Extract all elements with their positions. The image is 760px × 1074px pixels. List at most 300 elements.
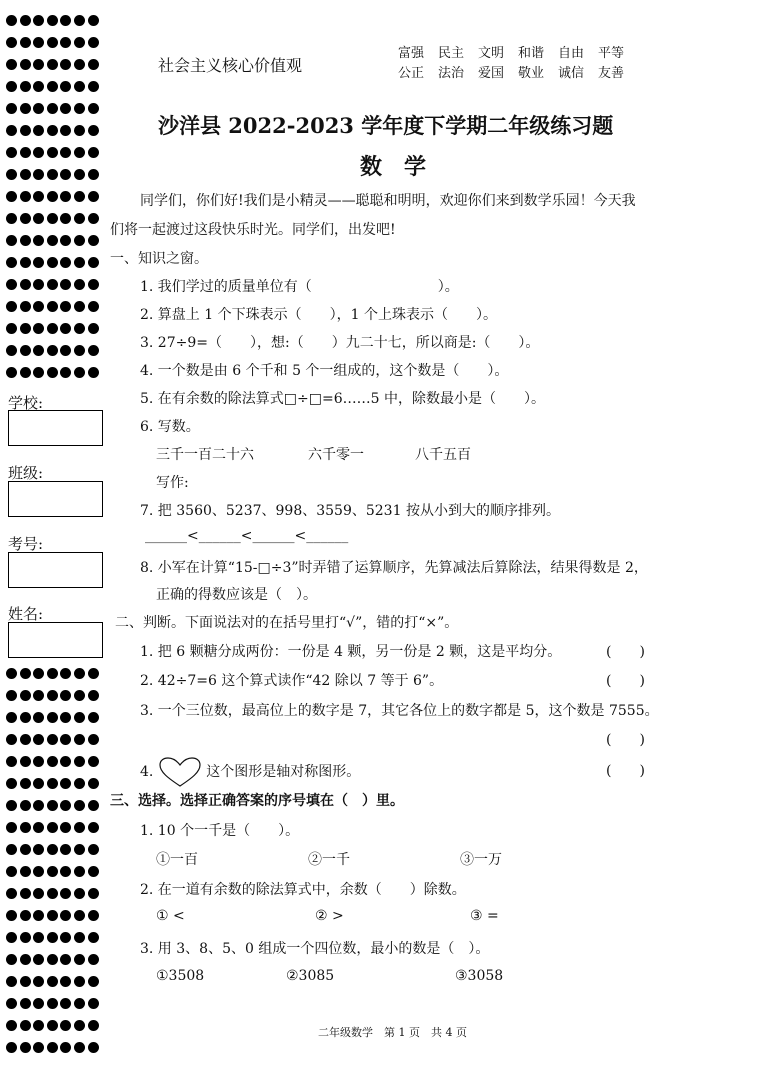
- dot: [74, 15, 85, 26]
- dot: [33, 257, 44, 268]
- s3-q3-option-2: ②3085: [286, 968, 335, 984]
- dot-row: [6, 147, 106, 169]
- dot: [20, 323, 31, 334]
- dot: [88, 690, 99, 701]
- dot: [88, 169, 99, 180]
- dot-row: [6, 323, 106, 345]
- dot: [20, 125, 31, 136]
- dot: [47, 800, 58, 811]
- dot: [88, 998, 99, 1009]
- dot-row: [6, 213, 106, 235]
- dot: [33, 323, 44, 334]
- dot: [47, 367, 58, 378]
- value-item: 爱国: [478, 66, 505, 81]
- dot: [6, 690, 17, 701]
- dot: [20, 59, 31, 70]
- dot: [20, 191, 31, 202]
- dot: [20, 345, 31, 356]
- binding-dots-top: [6, 15, 106, 389]
- s3-q2-option-1: ① <: [156, 908, 185, 924]
- dot: [60, 169, 71, 180]
- dot: [88, 125, 99, 136]
- dot: [74, 822, 85, 833]
- dot: [74, 367, 85, 378]
- dot: [6, 822, 17, 833]
- dot: [74, 690, 85, 701]
- dot: [33, 191, 44, 202]
- dot: [6, 998, 17, 1009]
- dot: [20, 279, 31, 290]
- dot: [33, 279, 44, 290]
- dot: [6, 125, 17, 136]
- s2-question-4: [140, 756, 360, 788]
- dot: [74, 323, 85, 334]
- dot: [88, 81, 99, 92]
- dot-row: [6, 59, 106, 81]
- dot-row: [6, 169, 106, 191]
- dot: [60, 998, 71, 1009]
- dot-row: [6, 1042, 106, 1064]
- dot: [20, 367, 31, 378]
- dot: [47, 103, 58, 114]
- dot: [60, 191, 71, 202]
- dot: [47, 866, 58, 877]
- dot: [47, 1020, 58, 1031]
- dot: [33, 778, 44, 789]
- dot: [74, 844, 85, 855]
- dot: [60, 323, 71, 334]
- dot: [60, 235, 71, 246]
- dot: [74, 866, 85, 877]
- dot: [47, 147, 58, 158]
- s3-question-3: 3. 用 3、8、5、0 组成一个四位数，最小的数是（ ）。: [140, 941, 490, 957]
- dot-row: [6, 844, 106, 866]
- dot: [20, 998, 31, 1009]
- dot: [33, 37, 44, 48]
- dot: [6, 323, 17, 334]
- intro-line-2: 们将一起渡过这段快乐时光。同学们，出发吧!: [110, 222, 396, 238]
- dot: [20, 81, 31, 92]
- dot: [6, 668, 17, 679]
- dot: [88, 888, 99, 899]
- name-field[interactable]: [8, 622, 103, 658]
- s2-answer-paren-2[interactable]: ( ): [606, 673, 645, 689]
- dot: [6, 81, 17, 92]
- dot: [33, 998, 44, 1009]
- dot: [74, 125, 85, 136]
- dot: [6, 345, 17, 356]
- dot: [74, 147, 85, 158]
- binding-dots-bottom: [6, 668, 106, 1064]
- dot: [88, 822, 99, 833]
- dot: [6, 800, 17, 811]
- dot: [88, 367, 99, 378]
- dot-row: [6, 976, 106, 998]
- dot: [47, 756, 58, 767]
- dot: [47, 668, 58, 679]
- dot: [74, 235, 85, 246]
- dot: [60, 800, 71, 811]
- dot: [6, 888, 17, 899]
- dot: [20, 103, 31, 114]
- dot: [33, 888, 44, 899]
- dot: [6, 37, 17, 48]
- dot: [74, 800, 85, 811]
- dot-row: [6, 125, 106, 147]
- school-label: 学校:: [8, 394, 44, 412]
- dot: [60, 866, 71, 877]
- dot-row: [6, 103, 106, 125]
- dot: [33, 125, 44, 136]
- dot: [20, 37, 31, 48]
- dot: [60, 932, 71, 943]
- dot: [88, 235, 99, 246]
- dot: [60, 257, 71, 268]
- dot: [47, 910, 58, 921]
- dot-row: [6, 257, 106, 279]
- dot: [20, 822, 31, 833]
- dot: [60, 822, 71, 833]
- dot: [47, 59, 58, 70]
- dot: [33, 1020, 44, 1031]
- s1-question-4: 4. 一个数是由 6 个千和 5 个一组成的，这个数是（ ）。: [140, 363, 509, 379]
- core-values-row2: [398, 62, 638, 81]
- dot: [20, 910, 31, 921]
- s1-question-7: 7. 把 3560、5237、998、3559、5231 按从小到大的顺序排列。: [140, 503, 560, 519]
- dot: [88, 668, 99, 679]
- dot-row: [6, 756, 106, 778]
- dot: [88, 844, 99, 855]
- dot-row: [6, 279, 106, 301]
- dot: [88, 866, 99, 877]
- dot: [20, 844, 31, 855]
- dot-row: [6, 367, 106, 389]
- dot: [20, 712, 31, 723]
- value-item: 自由: [558, 46, 585, 61]
- dot: [20, 888, 31, 899]
- dot: [47, 257, 58, 268]
- dot: [88, 103, 99, 114]
- dot: [88, 59, 99, 70]
- dot: [74, 932, 85, 943]
- core-values-row1: [398, 42, 638, 61]
- dot: [47, 1042, 58, 1053]
- dot: [47, 169, 58, 180]
- dot: [88, 734, 99, 745]
- value-item: 和谐: [518, 46, 545, 61]
- dot: [88, 976, 99, 987]
- dot: [88, 712, 99, 723]
- value-item: 敬业: [518, 66, 545, 81]
- dot: [47, 323, 58, 334]
- dot: [88, 213, 99, 224]
- s3-q2-option-2: ② >: [315, 908, 344, 924]
- dot: [47, 301, 58, 312]
- dot: [33, 690, 44, 701]
- s1-q6-item-1: 三千一百二十六: [156, 447, 254, 463]
- dot: [74, 279, 85, 290]
- dot: [33, 910, 44, 921]
- s3-q1-option-1: ①一百: [156, 852, 198, 868]
- dot: [74, 59, 85, 70]
- dot: [33, 976, 44, 987]
- dot: [33, 712, 44, 723]
- dot: [88, 954, 99, 965]
- s2-question-2: 2. 42÷7=6 这个算式读作“42 除以 7 等于 6”。: [140, 673, 444, 689]
- dot: [47, 954, 58, 965]
- dot-row: [6, 888, 106, 910]
- dot: [60, 690, 71, 701]
- s1-question-3: 3. 27÷9=（ ），想:（ ）九二十七，所以商是:（ ）。: [140, 335, 540, 351]
- subject-title: 数 学: [360, 154, 427, 180]
- s2-answer-paren-3[interactable]: ( ): [606, 732, 645, 748]
- dot: [60, 668, 71, 679]
- dot: [6, 976, 17, 987]
- s2-question-1: 1. 把 6 颗糖分成两份：一份是 4 颗，另一份是 2 颗，这是平均分。: [140, 644, 562, 660]
- dot: [74, 213, 85, 224]
- dot: [60, 734, 71, 745]
- dot: [33, 345, 44, 356]
- dot: [33, 844, 44, 855]
- dot: [47, 125, 58, 136]
- value-item: 文明: [478, 46, 505, 61]
- dot: [60, 1042, 71, 1053]
- dot: [6, 169, 17, 180]
- dot-row: [6, 932, 106, 954]
- s3-q1-option-2: ②一千: [308, 852, 350, 868]
- dot: [74, 301, 85, 312]
- dot: [74, 169, 85, 180]
- dot: [33, 81, 44, 92]
- dot: [33, 103, 44, 114]
- dot: [20, 213, 31, 224]
- s3-q1-option-3: ③一万: [460, 852, 502, 868]
- dot: [33, 866, 44, 877]
- class-label: 班级:: [8, 464, 44, 482]
- dot: [74, 954, 85, 965]
- school-field[interactable]: [8, 410, 103, 446]
- s2-q4-number: 4.: [140, 764, 154, 780]
- dot: [60, 81, 71, 92]
- dot: [60, 15, 71, 26]
- s1-q7-blanks: ______<______<______<______: [145, 528, 349, 544]
- dot: [6, 147, 17, 158]
- dot: [60, 147, 71, 158]
- s3-question-1: 1. 10 个一千是（ ）。: [140, 823, 300, 839]
- dot: [74, 1020, 85, 1031]
- dot: [33, 367, 44, 378]
- s3-question-2: 2. 在一道有余数的除法算式中，余数（ ）除数。: [140, 882, 466, 898]
- dot-row: [6, 822, 106, 844]
- dot: [47, 279, 58, 290]
- dot-row: [6, 712, 106, 734]
- dot: [74, 998, 85, 1009]
- value-item: 民主: [438, 46, 465, 61]
- dot: [6, 15, 17, 26]
- dot: [6, 866, 17, 877]
- dot: [20, 976, 31, 987]
- dot: [74, 668, 85, 679]
- dot: [47, 976, 58, 987]
- section1-heading: 一、知识之窗。: [110, 251, 208, 267]
- dot: [88, 147, 99, 158]
- dot: [74, 1042, 85, 1053]
- dot: [74, 778, 85, 789]
- dot: [47, 932, 58, 943]
- dot: [6, 235, 17, 246]
- dot-row: [6, 1020, 106, 1042]
- dot: [60, 954, 71, 965]
- dot: [60, 844, 71, 855]
- value-item: 友善: [598, 66, 625, 81]
- dot-row: [6, 37, 106, 59]
- s2-question-3: 3. 一个三位数，最高位上的数字是 7，其它各位上的数字都是 5，这个数是 7555。: [140, 703, 659, 719]
- dot: [33, 822, 44, 833]
- dot: [6, 844, 17, 855]
- dot-row: [6, 668, 106, 690]
- dot: [88, 778, 99, 789]
- dot: [20, 734, 31, 745]
- s3-q2-option-3: ③ =: [470, 908, 499, 924]
- name-label: 姓名:: [8, 605, 44, 623]
- dot: [88, 301, 99, 312]
- value-item: 富强: [398, 46, 425, 61]
- dot: [6, 734, 17, 745]
- dot-row: [6, 81, 106, 103]
- dot: [33, 668, 44, 679]
- dot: [88, 323, 99, 334]
- s3-q3-option-1: ①3508: [156, 968, 205, 984]
- dot: [20, 954, 31, 965]
- dot: [6, 257, 17, 268]
- number-label: 考号:: [8, 535, 44, 553]
- dot: [74, 712, 85, 723]
- s2-answer-paren-1[interactable]: ( ): [606, 644, 645, 660]
- dot: [6, 59, 17, 70]
- section3-heading: 三、选择。选择正确答案的序号填在（ ）里。: [110, 793, 404, 809]
- s1-question-5: 5. 在有余数的除法算式□÷□=6……5 中，除数最小是（ ）。: [140, 391, 545, 407]
- dot: [74, 81, 85, 92]
- dot: [20, 800, 31, 811]
- dot: [47, 15, 58, 26]
- dot: [20, 235, 31, 246]
- dot: [74, 734, 85, 745]
- section2-heading: 二、判断。下面说法对的在括号里打“√”，错的打“×”。: [115, 615, 459, 631]
- dot: [60, 279, 71, 290]
- dot-row: [6, 866, 106, 888]
- dot: [20, 866, 31, 877]
- dot: [60, 778, 71, 789]
- dot: [6, 1042, 17, 1053]
- dot: [6, 778, 17, 789]
- dot: [33, 756, 44, 767]
- dot: [88, 279, 99, 290]
- dot: [6, 191, 17, 202]
- dot: [60, 345, 71, 356]
- dot: [6, 367, 17, 378]
- dot-row: [6, 15, 106, 37]
- class-field[interactable]: [8, 481, 103, 517]
- dot: [47, 888, 58, 899]
- intro-line-1: 同学们，你们好!我们是小精灵——聪聪和明明，欢迎你们来到数学乐园！今天我: [140, 193, 636, 209]
- heart-shape-icon: [158, 756, 202, 788]
- dot: [6, 103, 17, 114]
- number-field[interactable]: [8, 552, 103, 588]
- dot: [20, 15, 31, 26]
- dot: [47, 81, 58, 92]
- dot: [6, 712, 17, 723]
- dot: [33, 734, 44, 745]
- dot-row: [6, 778, 106, 800]
- dot-row: [6, 301, 106, 323]
- dot: [33, 800, 44, 811]
- dot: [60, 59, 71, 70]
- s2-answer-paren-4[interactable]: ( ): [606, 763, 645, 779]
- dot: [60, 103, 71, 114]
- s1-q6-item-2: 六千零一: [308, 447, 364, 463]
- dot: [74, 257, 85, 268]
- s1-question-8-line1: 8. 小军在计算“15-□÷3”时弄错了运算顺序，先算减法后算除法，结果得数是 2，: [140, 560, 648, 576]
- dot-row: [6, 690, 106, 712]
- exam-title: 沙洋县 2022-2023 学年度下学期二年级练习题: [158, 113, 614, 138]
- dot: [47, 191, 58, 202]
- dot: [20, 778, 31, 789]
- dot: [20, 257, 31, 268]
- dot: [74, 910, 85, 921]
- dot: [74, 345, 85, 356]
- s1-q6-write: 写作:: [156, 475, 189, 491]
- dot: [74, 756, 85, 767]
- dot: [20, 756, 31, 767]
- dot: [47, 690, 58, 701]
- dot: [6, 213, 17, 224]
- dot: [88, 345, 99, 356]
- dot: [33, 169, 44, 180]
- s1-question-2: 2. 算盘上 1 个下珠表示（ ），1 个上珠表示（ ）。: [140, 307, 497, 323]
- s3-q3-option-3: ③3058: [455, 968, 504, 984]
- dot: [47, 778, 58, 789]
- dot: [60, 910, 71, 921]
- dot: [88, 756, 99, 767]
- dot: [74, 103, 85, 114]
- dot: [47, 712, 58, 723]
- s2-q4-text: 这个图形是轴对称图形。: [206, 764, 361, 780]
- s1-question-6: 6. 写数。: [140, 419, 200, 435]
- dot: [6, 954, 17, 965]
- dot: [33, 15, 44, 26]
- dot: [47, 345, 58, 356]
- dot: [47, 998, 58, 1009]
- dot: [47, 213, 58, 224]
- dot: [6, 910, 17, 921]
- dot: [20, 147, 31, 158]
- dot: [88, 191, 99, 202]
- dot: [60, 125, 71, 136]
- dot: [33, 59, 44, 70]
- dot: [60, 367, 71, 378]
- dot: [88, 800, 99, 811]
- dot: [33, 932, 44, 943]
- dot-row: [6, 734, 106, 756]
- dot: [47, 844, 58, 855]
- dot: [88, 37, 99, 48]
- dot: [47, 37, 58, 48]
- dot: [88, 1020, 99, 1031]
- value-item: 法治: [438, 66, 465, 81]
- dot: [60, 37, 71, 48]
- value-item: 平等: [598, 46, 625, 61]
- s1-question-1: 1. 我们学过的质量单位有（ ）。: [140, 279, 459, 295]
